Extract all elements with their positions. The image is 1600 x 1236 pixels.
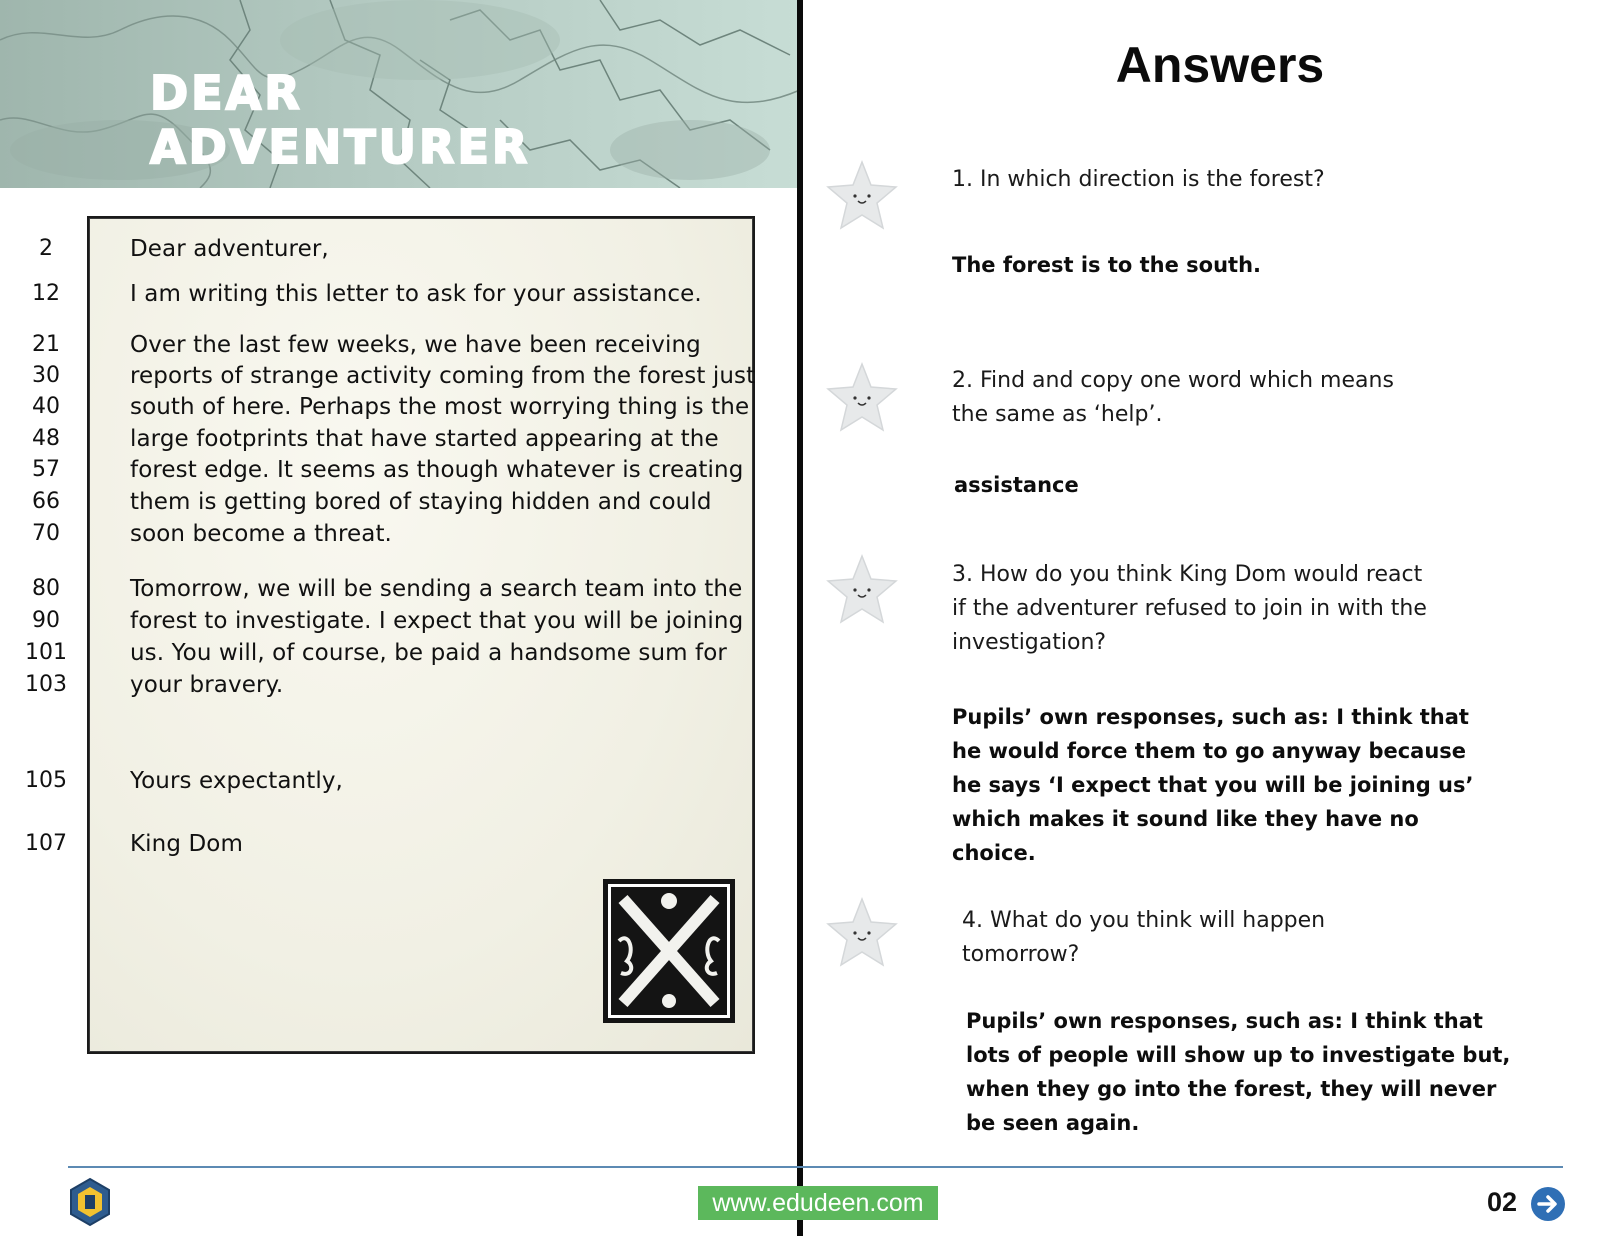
letter-line: south of here. Perhaps the most worrying thing is the [130,394,750,420]
answer-line: Pupils’ own responses, such as: I think that [952,705,1469,729]
letter-line: reports of strange activity coming from the forest just [130,363,756,389]
star-icon [824,360,900,436]
answer-line: when they go into the forest, they will never [966,1077,1497,1101]
letter-line: Over the last few weeks, we have been receiving [130,332,701,358]
line-number: 2 [39,236,53,261]
letter-line: I am writing this letter to ask for your assistance. [130,281,702,307]
letter-line: soon become a threat. [130,521,392,547]
footer-divider [68,1166,1563,1168]
answer-line: choice. [952,841,1036,865]
line-number: 107 [25,831,67,856]
page-number: 02 [1487,1187,1518,1217]
question-line: 3. How do you think King Dom would react [952,562,1423,587]
question-4 [962,904,1325,972]
letter-line: your bravery. [130,672,284,698]
answer-1 [952,248,1261,282]
letter-line: us. You will, of course, be paid a handsome sum for [130,640,727,666]
letter-line: King Dom [130,831,243,857]
letter-line: forest edge. It seems as though whatever is creating [130,457,744,483]
answer-line: The forest is to the south. [952,253,1262,277]
answer-line: he says ‘I expect that you will be joining us’ [952,773,1474,797]
answer-line: lots of people will show up to investigate but, [966,1043,1511,1067]
letter-line: large footprints that have started appearing at the [130,426,719,452]
answer-4 [966,1004,1510,1140]
line-number: 101 [25,640,67,665]
arrow-right-circle-icon[interactable] [1530,1186,1566,1222]
line-number: 70 [32,521,60,546]
line-number: 57 [32,457,60,482]
letter-line: Yours expectantly, [130,768,343,794]
question-line: investigation? [952,630,1107,655]
line-number: 105 [25,768,67,793]
edudeen-logo-icon [68,1177,112,1227]
question-line: 2. Find and copy one word which means [952,368,1394,393]
letter-line: them is getting bored of staying hidden and could [130,489,712,515]
answer-line: Pupils’ own responses, such as: I think that [966,1009,1483,1033]
answer-line: assistance [954,473,1079,497]
line-number: 12 [32,281,60,306]
answers-title: Answers [1115,37,1325,93]
answer-line: he would force them to go anyway because [952,739,1467,763]
star-icon [824,552,900,628]
line-number: 80 [32,576,60,601]
website-link[interactable]: www.edudeen.com [698,1186,938,1220]
question-line: if the adventurer refused to join in with the [952,596,1427,621]
star-icon [824,895,900,971]
question-2 [952,364,1394,432]
question-line: tomorrow? [962,942,1080,967]
question-line: 4. What do you think will happen [962,908,1326,933]
line-number: 30 [32,363,60,388]
question-1 [952,163,1325,197]
line-number: 48 [32,426,60,451]
answer-line: be seen again. [966,1111,1140,1135]
line-number: 66 [32,489,60,514]
line-number: 21 [32,332,60,357]
answer-2 [954,468,1079,502]
answer-line: which makes it sound like they have no [952,807,1419,831]
letter-line: Dear adventurer, [130,236,329,262]
question-3 [952,558,1427,660]
line-number: 103 [25,672,67,697]
line-number: 90 [32,608,60,633]
letter-line: Tomorrow, we will be sending a search team into the [130,576,743,602]
letter-line: forest to investigate. I expect that you will be joining [130,608,744,634]
royal-seal-icon [603,879,735,1023]
banner-title: DEAR ADVENTURER [150,66,531,174]
question-line: 1. In which direction is the forest? [952,167,1325,192]
star-icon [824,158,900,234]
answer-3 [952,700,1473,870]
page-divider [797,0,803,1236]
header-banner [0,0,800,188]
line-number: 40 [32,394,60,419]
question-line: the same as ‘help’. [952,402,1163,427]
